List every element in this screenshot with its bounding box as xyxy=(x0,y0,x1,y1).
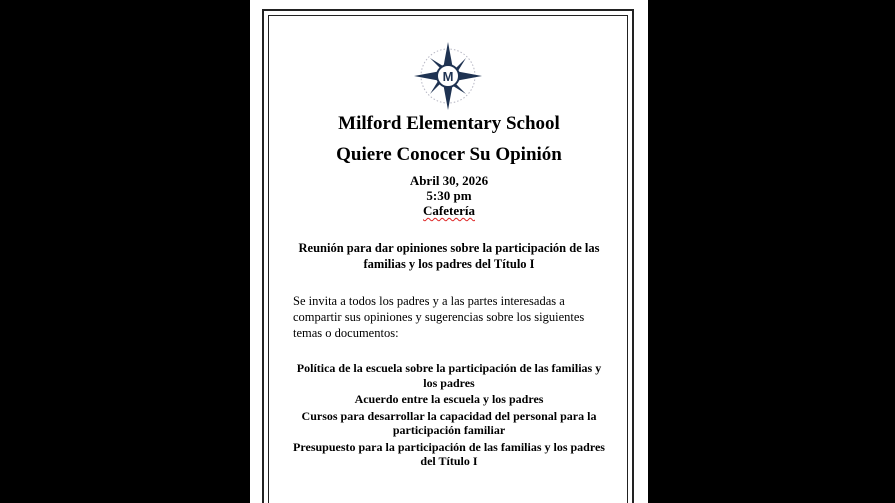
event-date: Abril 30, 2026 xyxy=(409,173,489,188)
meeting-title: Reunión para dar opiniones sobre la participación de las familias y los padres del Título I xyxy=(298,241,600,271)
event-location xyxy=(250,203,648,219)
event-location-text: Cafetería xyxy=(423,203,475,218)
school-name: Milford Elementary School xyxy=(338,113,560,134)
flyer-heading: Quiere Conocer Su Opinión xyxy=(336,144,562,165)
event-time: 5:30 pm xyxy=(426,188,472,203)
topic-item: Cursos para desarrollar la capacidad del personal para la participación familiar xyxy=(301,408,597,437)
flyer-page xyxy=(250,0,648,503)
compass-star-m-logo-icon xyxy=(413,41,483,111)
topic-list xyxy=(290,361,608,471)
topic-item: Política de la escuela sobre la participación de las familias y los padres xyxy=(296,361,602,390)
svg-text:M: M xyxy=(442,69,454,84)
flyer-content xyxy=(250,0,648,503)
invitation-paragraph: Se invita a todos los padres y a las partes interesadas a compartir sus opiniones y sugerencias sobre los siguientes temas o documentos: xyxy=(293,294,585,340)
topic-item: Presupuesto para la participación de las familias y los padres del Título I xyxy=(293,439,605,468)
topic-item: Acuerdo entre la escuela y los padres xyxy=(354,392,544,406)
